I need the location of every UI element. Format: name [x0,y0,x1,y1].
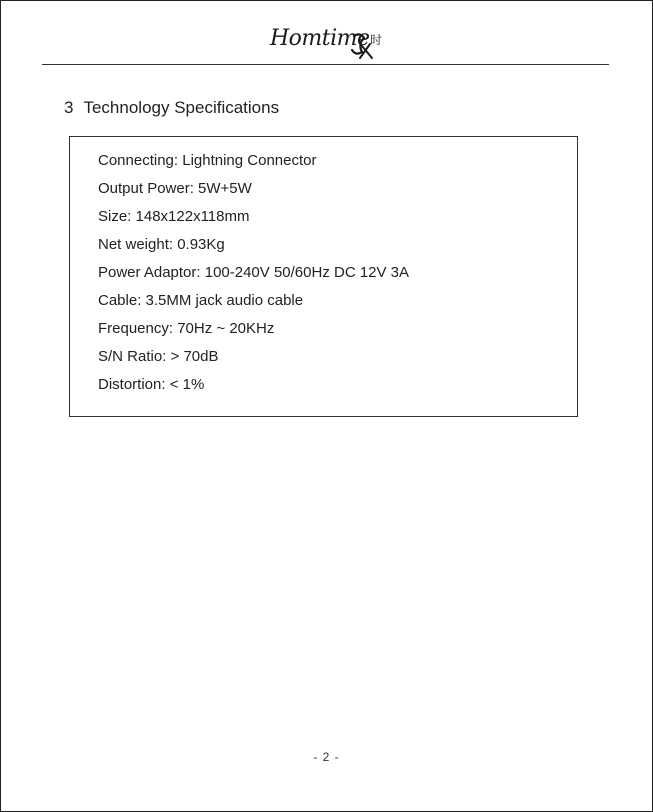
section-title-text: Technology Specifications [83,98,280,117]
logo-text: Homtime [270,26,370,51]
page-number: - 2 - [313,750,340,764]
section-title [64,98,279,118]
section-number: 3 [64,98,74,117]
spec-item: Power Adaptor: 100-240V 50/60Hz DC 12V 3A [98,264,410,281]
spec-item: Connecting: Lightning Connector [98,152,317,169]
logo-mark-glyph: 时 [370,33,383,47]
spec-item: S/N Ratio: > 70dB [98,348,219,365]
spec-item: Output Power: 5W+5W [98,180,252,197]
spec-item: Frequency: 70Hz ~ 20KHz [98,320,275,337]
brand-logo [270,26,390,62]
spec-list [98,151,409,403]
spec-item: Size: 148x122x118mm [98,208,250,225]
spec-box [69,136,578,417]
header-rule [42,64,609,65]
logo-mark-icon [350,30,386,60]
spec-item: Distortion: < 1% [98,376,205,393]
spec-item: Net weight: 0.93Kg [98,236,225,253]
spec-item: Cable: 3.5MM jack audio cable [98,292,304,309]
